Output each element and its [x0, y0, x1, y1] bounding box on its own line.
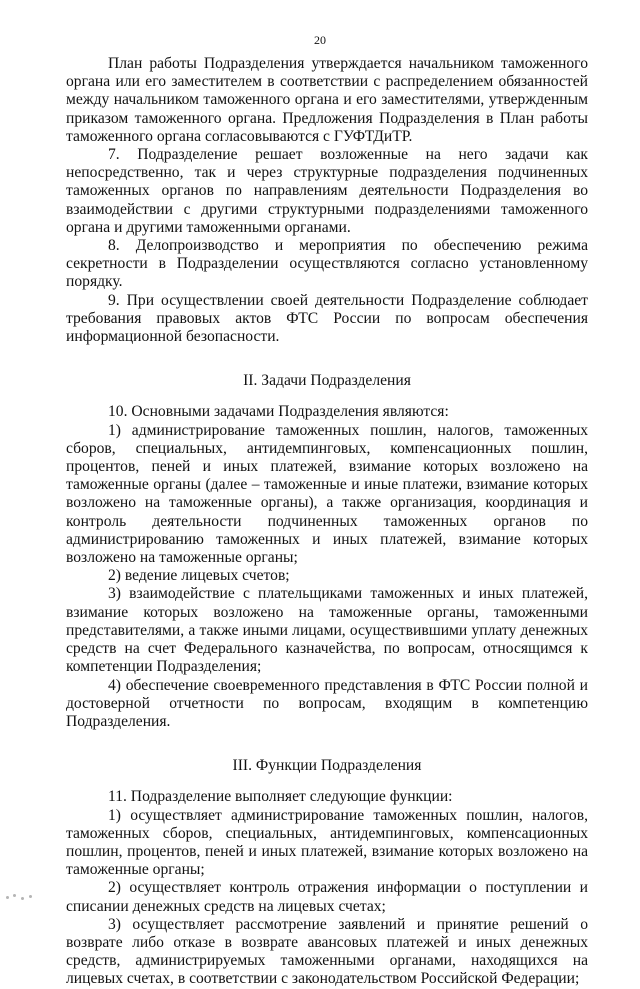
paragraph-11: 11. Подразделение выполняет следующие функции:: [108, 788, 453, 806]
paragraph-work-plan: План работы Подразделения утверждается начальником таможенного органа или его заместителем в соответствии с распределением обязанностей между начальником таможенного органа и его заместителями, утвержденным приказом таможенного органа. Предложения Подразделения в План работы таможенного органа согласовываются с ГУФТДиТР.: [66, 55, 588, 145]
paragraph-8: 8. Делопроизводство и мероприятия по обеспечению режима секретности в Подразделении осуществляются согласно установленному порядку.: [66, 237, 588, 291]
task-item-2: 2) ведение лицевых счетов;: [108, 567, 290, 585]
page-number: 20: [314, 33, 326, 47]
function-item-3: 3) осуществляет рассмотрение заявлений и принятие решений о возврате либо отказе в возврате авансовых платежей и иных денежных средств, администрируемых таможенными органами, находящихся на лицевых счетах, в соответствии с законодательством Российской Федерации;: [66, 915, 588, 988]
function-item-1: 1) осуществляет администрирование таможенных пошлин, налогов, таможенных сборов, специальных, антидемпинговых, компенсационных пошлин, процентов, пеней и иных платежей, взимание которых возложено на таможенные органы;: [66, 806, 588, 879]
document-body: [66, 55, 588, 989]
paragraph-10: 10. Основными задачами Подразделения являются:: [108, 403, 449, 421]
task-item-1: 1) администрирование таможенных пошлин, налогов, таможенных сборов, специальных, антидемпинговых, компенсационных пошлин, процентов, пеней и иных платежей, взимание которых возложено на таможенные органы (далее – таможенные и иные платежи, взимание которых возложено на таможенные органы), а также организация, координация и контроль деятельности подчиненных таможенных органов по администрированию таможенных и иных платежей, взимание которых возложено на таможенные органы;: [66, 421, 588, 567]
task-item-4: 4) обеспечение своевременного представления в ФТС России полной и достоверной отчетности по вопросам, входящим в компетенцию Подразделения.: [66, 676, 588, 730]
section-heading-tasks: II. Задачи Подразделения: [243, 372, 411, 390]
paragraph-7: 7. Подразделение решает возложенные на него задачи как непосредственно, так и через структурные подразделения подчиненных таможенных органов по направлениям деятельности Подразделения во взаимодействии с другими структурными подразделениями таможенного органа и другими таможенными органами.: [66, 146, 588, 236]
task-item-3: 3) взаимодействие с плательщиками таможенных и иных платежей, взимание которых возложено на таможенные органы, таможенными представителями, а также иными лицами, осуществившими уплату денежных средств на счет Федерального казначейства, по вопросам, относящимся к компетенции Подразделения;: [66, 585, 588, 676]
scan-artifact: [4, 893, 38, 901]
paragraph-9: 9. При осуществлении своей деятельности Подразделение соблюдает требования правовых актов ФТС России по вопросам обеспечения информационной безопасности.: [66, 291, 588, 346]
function-item-2: 2) осуществляет контроль отражения информации о поступлении и списании денежных средств на лицевых счетах;: [66, 879, 588, 915]
section-heading-functions: III. Функции Подразделения: [232, 757, 422, 775]
